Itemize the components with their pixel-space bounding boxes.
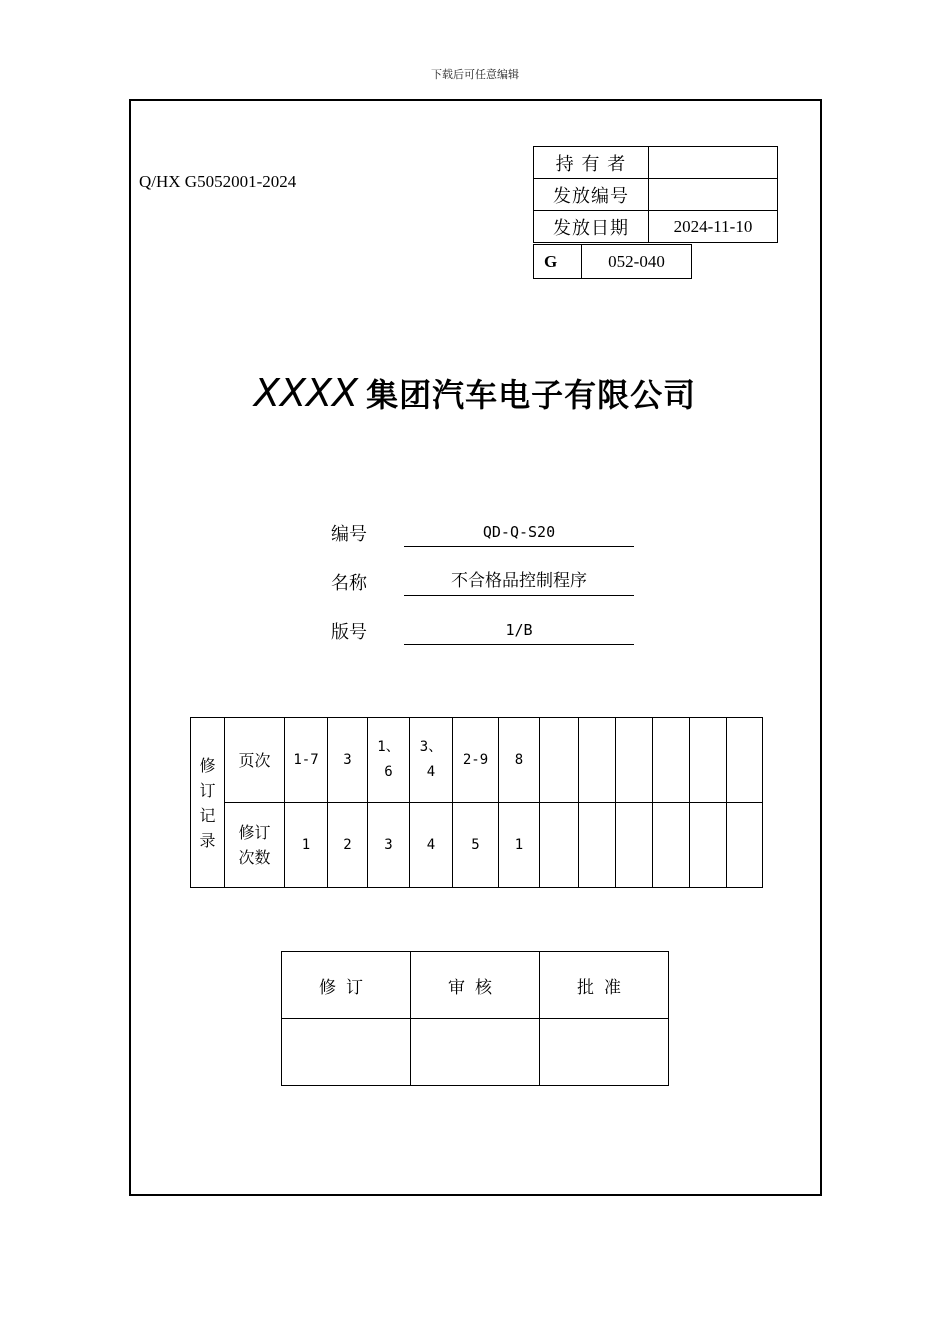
company-prefix: XXXX [253, 371, 359, 415]
pages-cell [616, 718, 653, 803]
approve-signature [540, 1019, 669, 1086]
holder-label: 持 有 者 [534, 147, 649, 179]
times-cell: 4 [410, 803, 453, 888]
holder-value [649, 147, 778, 179]
doc-number-row [331, 518, 641, 548]
copy-number-table [533, 244, 692, 279]
pages-cell: 3 [328, 718, 368, 803]
times-cell [540, 803, 579, 888]
pages-cell [727, 718, 763, 803]
revision-times-label: 修订 次数 [225, 803, 285, 888]
revision-record-side-label: 修 订 记 录 [191, 718, 225, 888]
approve-header: 批准 [540, 952, 669, 1019]
copy-number-label: G [534, 245, 582, 279]
review-signature [411, 1019, 540, 1086]
approval-table [281, 951, 669, 1086]
copy-number-value: 052-040 [582, 245, 692, 279]
revise-signature [282, 1019, 411, 1086]
doc-version-row [331, 616, 641, 646]
issue-number-label: 发放编号 [534, 179, 649, 211]
revise-header: 修订 [282, 952, 411, 1019]
times-cell [690, 803, 727, 888]
times-cell: 5 [453, 803, 499, 888]
revision-times-row [191, 803, 763, 888]
doc-name-label: 名称 [331, 573, 367, 594]
times-cell: 1 [285, 803, 328, 888]
doc-number-value: QD-Q-S20 [404, 518, 634, 547]
holder-row [534, 147, 778, 179]
times-cell: 2 [328, 803, 368, 888]
issue-number-row [534, 179, 778, 211]
issue-date-value: 2024-11-10 [649, 211, 778, 243]
doc-name-row [331, 567, 641, 597]
times-cell [727, 803, 763, 888]
times-cell: 1 [499, 803, 540, 888]
standard-code: Q/HX G5052001-2024 [139, 172, 297, 191]
company-title [0, 370, 950, 416]
doc-version-label: 版号 [331, 622, 367, 643]
approval-header-row [282, 952, 669, 1019]
times-cell [653, 803, 690, 888]
revision-record-table [190, 717, 763, 888]
times-cell [579, 803, 616, 888]
issue-number-value [649, 179, 778, 211]
company-name: 集团汽车电子有限公司 [366, 376, 697, 414]
pages-cell: 1、 6 [368, 718, 410, 803]
pages-label: 页次 [225, 718, 285, 803]
pages-cell [690, 718, 727, 803]
times-cell [616, 803, 653, 888]
pages-cell: 1-7 [285, 718, 328, 803]
pages-cell: 2-9 [453, 718, 499, 803]
pages-cell: 8 [499, 718, 540, 803]
doc-name-value: 不合格品控制程序 [404, 567, 634, 596]
issue-date-row [534, 211, 778, 243]
pages-cell [579, 718, 616, 803]
pages-cell [653, 718, 690, 803]
doc-number-label: 编号 [331, 524, 367, 545]
issue-date-label: 发放日期 [534, 211, 649, 243]
times-cell: 3 [368, 803, 410, 888]
pages-cell [540, 718, 579, 803]
review-header: 审核 [411, 952, 540, 1019]
holder-table [533, 146, 778, 243]
revision-pages-row [191, 718, 763, 803]
pages-cell: 3、 4 [410, 718, 453, 803]
approval-signature-row [282, 1019, 669, 1086]
doc-version-value: 1/B [404, 616, 634, 645]
header-note: 下载后可任意编辑 [431, 68, 519, 81]
